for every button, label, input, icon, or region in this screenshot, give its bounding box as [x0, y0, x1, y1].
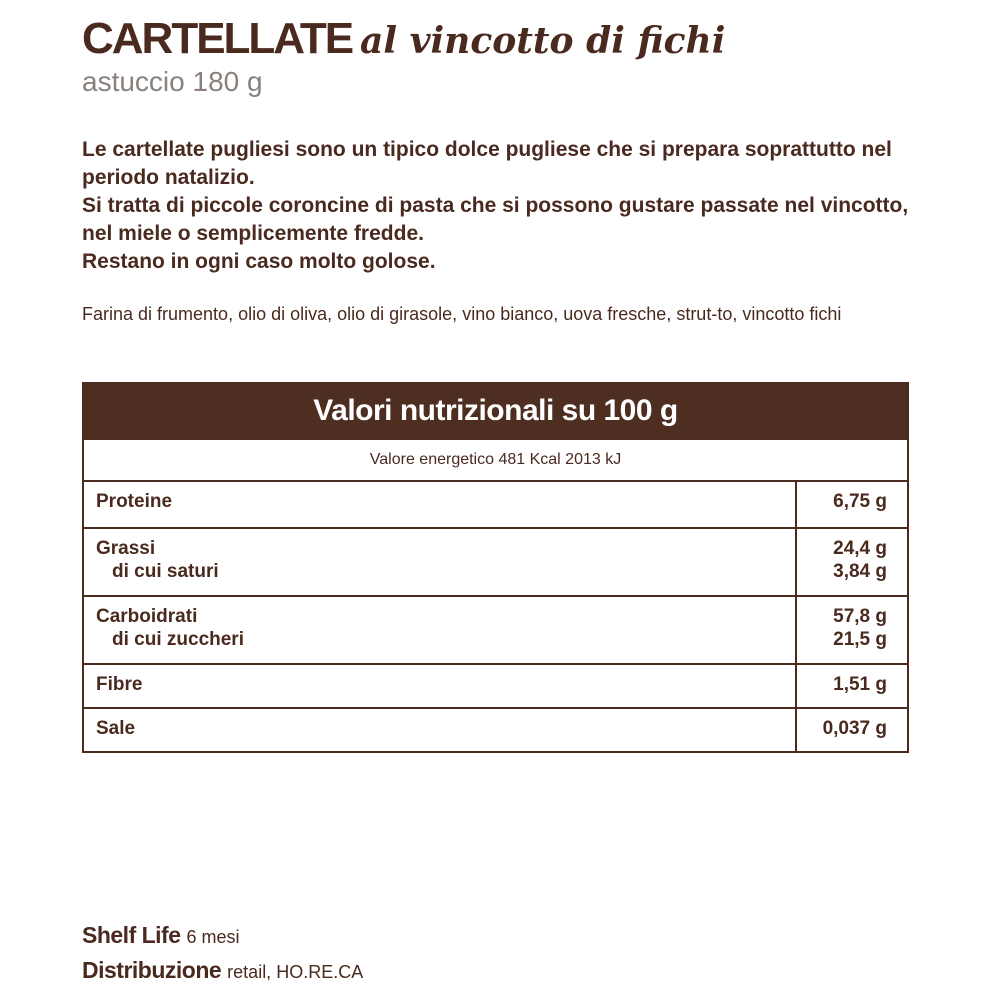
shelf-life-label: Shelf Life [82, 922, 181, 948]
shelf-life-line [82, 922, 240, 949]
nutrition-row [84, 482, 907, 527]
distribution-label: Distribuzione [82, 957, 222, 983]
nutrition-table-title: Valori nutrizionali su 100 g [313, 394, 678, 427]
nutrient-value [797, 482, 907, 527]
product-title-script: al vincotto di fichi [360, 20, 726, 62]
nutrient-name-text: Proteine [96, 491, 173, 512]
energy-value-row: Valore energetico 481 Kcal 2013 kJ [84, 440, 907, 482]
nutrient-value-text: 0,037 g [822, 718, 887, 739]
nutrient-name [84, 709, 797, 751]
nutrient-value [797, 665, 907, 707]
ingredients-list: Farina di frumento, olio di oliva, olio di girasole, vino bianco, uova fresche, strut-to, vincotto fichi [82, 304, 842, 324]
nutrient-value-text: 57,8 g [833, 606, 887, 627]
product-title-main: CARTELLATE [82, 14, 353, 63]
description-paragraph: Le cartellate pugliesi sono un tipico dolce pugliese che si prepara soprattutto nel periodo natalizio. [82, 138, 892, 189]
nutrient-name-text: Fibre [96, 674, 143, 695]
nutrition-rows [84, 482, 907, 751]
nutrition-table-header [84, 382, 907, 440]
nutrient-name [84, 597, 797, 663]
nutrient-name-text: Carboidrati [96, 606, 198, 627]
nutrition-row [84, 595, 907, 663]
nutrient-subvalue: 21,5 g [833, 629, 887, 650]
description-paragraph: Si tratta di piccole coroncine di pasta che si possono gustare passate nel vincotto, nel miele o semplicemente fredde. [82, 194, 909, 245]
shelf-life-value: 6 mesi [186, 927, 240, 947]
product-description [82, 136, 922, 276]
nutrient-subname: di cui saturi [112, 561, 219, 582]
nutrient-name [84, 665, 797, 707]
nutrient-name [84, 482, 797, 527]
nutrient-value [797, 597, 907, 663]
nutrient-value [797, 709, 907, 751]
nutrient-name [84, 529, 797, 595]
distribution-line [82, 957, 363, 984]
nutrient-name-text: Grassi [96, 538, 156, 559]
description-paragraph: Restano in ogni caso molto golose. [82, 250, 436, 273]
distribution-value: retail, HO.RE.CA [227, 962, 364, 982]
nutrition-row [84, 663, 907, 707]
product-title [82, 14, 725, 64]
nutrient-value-text: 1,51 g [833, 674, 887, 695]
nutrition-table [82, 382, 909, 753]
nutrition-row [84, 707, 907, 751]
nutrition-row [84, 527, 907, 595]
nutrient-value [797, 529, 907, 595]
nutrient-name-text: Sale [96, 718, 136, 739]
nutrient-subvalue: 3,84 g [833, 561, 887, 582]
nutrient-subname: di cui zuccheri [112, 629, 244, 650]
product-subtitle: astuccio 180 g [82, 66, 263, 97]
nutrient-value-text: 6,75 g [833, 491, 887, 512]
nutrient-value-text: 24,4 g [833, 538, 887, 559]
